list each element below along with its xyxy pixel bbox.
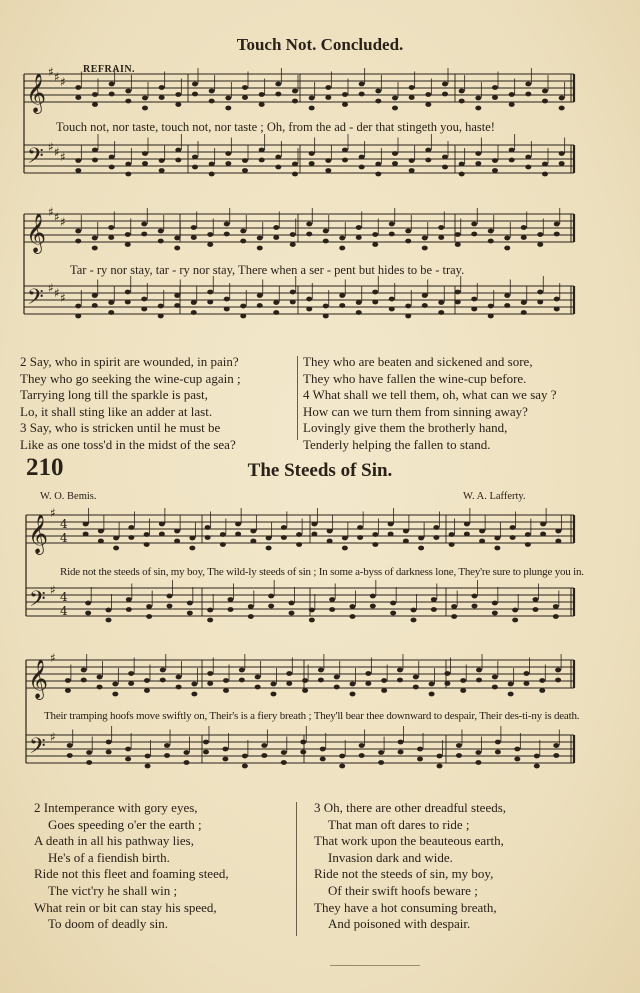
column-divider — [296, 802, 297, 936]
verse-line: Ride not this fleet and foaming steed, — [34, 866, 229, 882]
verse-line: Goes speeding o'er the earth ; — [48, 816, 202, 832]
svg-text:𝄞: 𝄞 — [28, 659, 49, 699]
verse-line: What rein or bit can stay his speed, — [34, 899, 217, 915]
hymn1-lyrics-line2: Tar - ry nor stay, tar - ry nor stay, There when a ser - pent but hides to be - tray. — [70, 263, 465, 277]
verse-line: Like as one toss'd in the midst of the sea? — [20, 436, 236, 452]
svg-text:♯: ♯ — [50, 730, 56, 744]
svg-text:♯: ♯ — [54, 145, 60, 159]
verse-line: That work upon the beauteous earth, — [314, 833, 504, 849]
verse-line: 3 Oh, there are other dreadful steeds, — [314, 800, 507, 815]
verse-line: He's of a fiendish birth. — [48, 849, 170, 865]
svg-text:𝄞: 𝄞 — [28, 514, 49, 554]
lyricist: W. O. Bemis. — [40, 491, 97, 502]
hymn2-verse3 — [314, 800, 506, 933]
svg-text:𝄞: 𝄞 — [26, 213, 47, 253]
svg-text:♯: ♯ — [48, 205, 54, 219]
hymn1-verses-right — [303, 354, 557, 454]
verse-line: Ride not the steeds of sin, my boy, — [314, 866, 494, 882]
verse-line: Of their swift hoofs beware ; — [328, 882, 478, 898]
svg-text:4: 4 — [60, 604, 68, 618]
verse-line: 3 Say, who is stricken until he must be — [20, 420, 221, 436]
verse-line: They have a hot consuming breath, — [314, 899, 497, 915]
verse-line: And poisoned with despair. — [328, 916, 471, 932]
hymn1-verses-left — [20, 354, 241, 454]
refrain-label: REFRAIN. — [83, 64, 136, 75]
hymn2-lyrics-line1: Ride not the steeds of sin, my boy, The wild-ly steeds of sin ; In some a-byss of darkness lone, They're sure to plunge you in. — [60, 566, 584, 578]
svg-text:♯: ♯ — [50, 506, 56, 520]
svg-text:𝄢: 𝄢 — [27, 144, 44, 174]
svg-text:4: 4 — [60, 590, 68, 604]
svg-text:𝄢: 𝄢 — [27, 285, 44, 315]
composer: W. A. Lafferty. — [463, 491, 526, 502]
verse-line: Tarrying long till the sparkle is past, — [20, 387, 208, 403]
svg-text:♯: ♯ — [54, 286, 60, 300]
verse-line: A death in all his pathway lies, — [34, 833, 194, 849]
hymn2-verse2 — [34, 800, 229, 933]
svg-text:♯: ♯ — [60, 150, 66, 164]
hymn-number: 210 — [26, 454, 64, 481]
verse-line: They who are beaten and sickened and sore, — [303, 354, 533, 369]
svg-text:𝄢: 𝄢 — [29, 734, 46, 764]
footer-rule — [330, 965, 420, 966]
svg-text:𝄞: 𝄞 — [26, 73, 47, 113]
verse-line: They who go seeking the wine-cup again ; — [20, 370, 241, 386]
verse-line: Lovingly give them the brotherly hand, — [303, 420, 508, 436]
verse-line: The vict'ry he shall win ; — [48, 882, 178, 898]
column-divider — [297, 356, 298, 440]
svg-text:𝄢: 𝄢 — [29, 587, 46, 617]
svg-text:♯: ♯ — [48, 65, 54, 79]
svg-text:♯: ♯ — [50, 651, 56, 665]
verse-line: Tenderly helping the fallen to stand. — [303, 436, 491, 452]
verse-line: 2 Intemperance with gory eyes, — [34, 800, 198, 815]
svg-text:♯: ♯ — [48, 140, 54, 154]
verse-line: 4 What shall we tell them, oh, what can we say ? — [303, 387, 557, 403]
verse-line: To doom of deadly sin. — [48, 916, 169, 932]
svg-text:♯: ♯ — [60, 291, 66, 305]
svg-text:4: 4 — [60, 517, 68, 531]
svg-text:♯: ♯ — [50, 583, 56, 597]
hymn2-title: The Steeds of Sin. — [247, 460, 393, 481]
svg-text:♯: ♯ — [60, 215, 66, 229]
verse-line: That man oft dares to ride ; — [328, 816, 470, 832]
hymn2-lyrics-line2: Their tramping hoofs move swiftly on, Their's is a fiery breath ; They'll bear thee downward to despair, Their des-ti-ny is death. — [44, 710, 580, 722]
svg-text:♯: ♯ — [54, 70, 60, 84]
svg-text:♯: ♯ — [54, 210, 60, 224]
verse-line: Lo, it shall sting like an adder at last. — [20, 403, 213, 419]
svg-text:♯: ♯ — [48, 281, 54, 295]
svg-text:4: 4 — [60, 531, 68, 545]
svg-text:♯: ♯ — [60, 75, 66, 89]
verse-line: How can we turn them from sinning away? — [303, 403, 528, 419]
verse-line: Invasion dark and wide. — [328, 849, 453, 865]
verse-line: 2 Say, who in spirit are wounded, in pain? — [20, 354, 239, 369]
hymn1-title: Touch Not. Concluded. — [236, 35, 404, 54]
verse-line: They who have fallen the wine-cup before. — [303, 370, 527, 386]
hymn1-lyrics-line1: Touch not, nor taste, touch not, nor taste ; Oh, from the ad - der that stingeth you, haste! — [56, 120, 495, 134]
